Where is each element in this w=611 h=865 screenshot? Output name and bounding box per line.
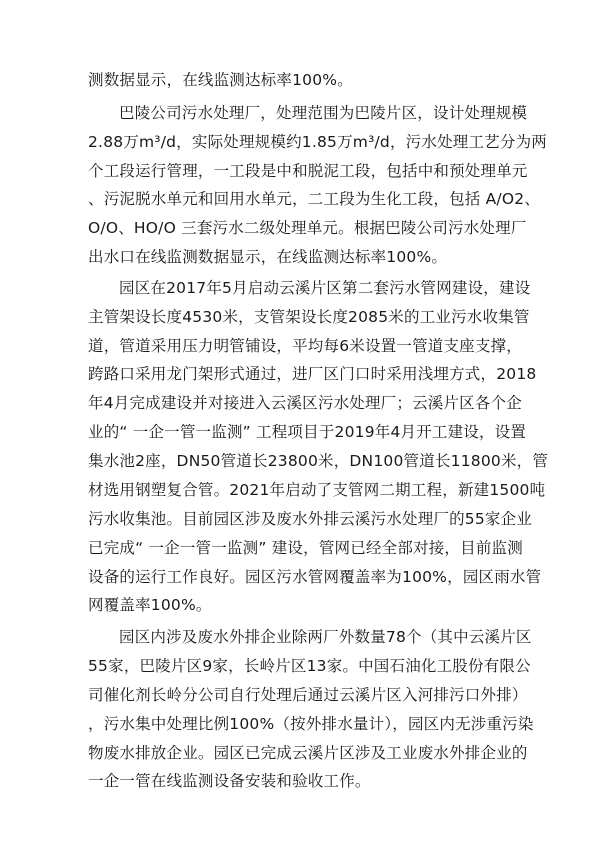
text-line-4: 个工段运行管理，一工段是中和脱泥工段，包括中和预处理单元: [88, 162, 528, 180]
text-line-9: 主管架设长度4530米，支管架设长度2085米的工业污水收集管: [88, 308, 530, 326]
text-line-12: 年4月完成建设并对接进入云溪区污水处理厂；云溪片区各个企: [88, 394, 522, 412]
text-line-16: 污水收集池。目前园区涉及废水外排云溪污水处理厂的55家企业: [88, 510, 533, 528]
text-line-22: 司催化剂长岭分公司自行处理后通过云溪片区入河排污口外排）: [88, 686, 528, 704]
text-line-24: 物废水排放企业。园区已完成云溪片区涉及工业废水外排企业的: [88, 744, 528, 762]
text-line-2: 巴陵公司污水处理厂，处理范围为巴陵片区，设计处理规模: [119, 104, 528, 122]
text-line-20: 园区内涉及废水外排企业除两厂外数量78个（其中云溪片区: [119, 628, 532, 646]
text-line-8: 园区在2017年5月启动云溪片区第二套污水管网建设，建设: [119, 279, 531, 297]
text-line-1: 测数据显示，在线监测达标率100%。: [88, 71, 353, 89]
text-line-15: 材选用钢塑复合管。2021年启动了支管网二期工程，新建1500吨: [88, 481, 546, 499]
text-line-21: 55家，巴陵片区9家，长岭片区13家。中国石油化工股份有限公: [88, 657, 531, 675]
text-line-13: 业的“ 一企一管一监测” 工程项目于2019年4月开工建设，设置: [88, 423, 527, 441]
text-line-11: 跨路口采用龙门架形式通过，进厂区门口时采用浅埋方式，2018: [88, 365, 537, 383]
text-line-25: 一企一管在线监测设备安装和验收工作。: [88, 772, 371, 790]
text-line-7: 出水口在线监测数据显示，在线监测达标率100%。: [88, 248, 448, 266]
text-line-19: 网覆盖率100%。: [88, 596, 212, 614]
text-line-18: 设备的运行工作良好。园区污水管网覆盖率为100%，园区雨水管: [88, 568, 542, 586]
text-line-14: 集水池2座，DN50管道长23800米，DN100管道长11800米，管: [88, 452, 549, 470]
text-line-5: 、污泥脱水单元和回用水单元，二工段为生化工段，包括 A/O2、: [88, 190, 541, 208]
text-line-17: 已完成“ 一企一管一监测” 建设，管网已经全部对接，目前监测: [88, 539, 523, 557]
text-line-23: ，污水集中处理比例100%（按外排水量计），园区内无涉重污染: [88, 715, 534, 733]
text-line-3: 2.88万m³/d，实际处理规模约1.85万m³/d，污水处理工艺分为两: [88, 133, 547, 151]
text-line-6: O/O、HO/O 三套污水二级处理单元。根据巴陵公司污水处理厂: [88, 219, 527, 237]
text-line-10: 道，管道采用压力明管铺设，平均每6米设置一管道支座支撑，: [88, 337, 522, 355]
